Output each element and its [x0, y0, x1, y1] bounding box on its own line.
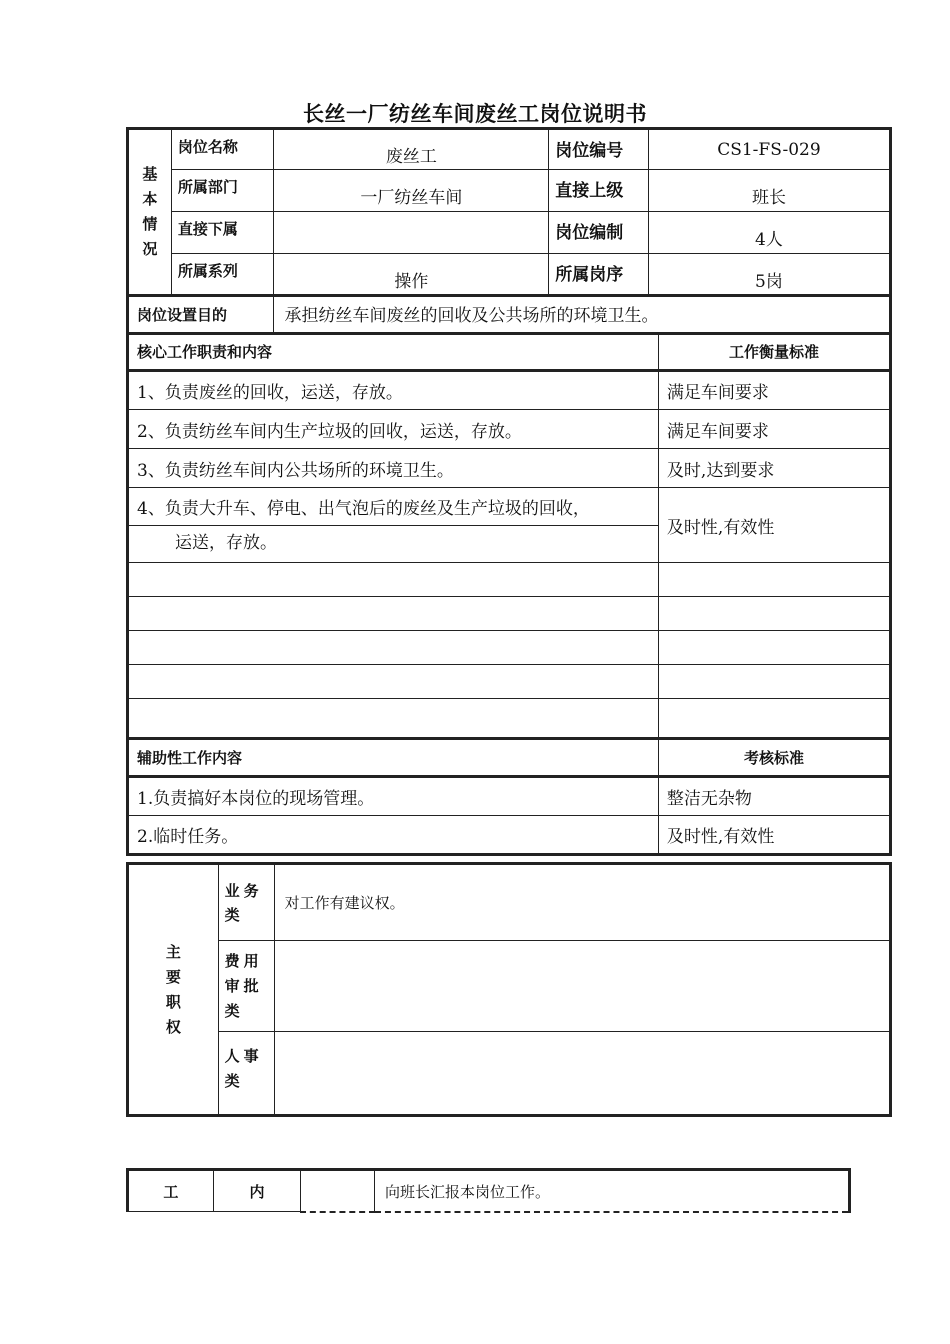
supervisor-value: 班长	[648, 170, 890, 212]
subordinate-value	[274, 212, 549, 254]
authority-hr-label: 人事类	[218, 1032, 274, 1116]
position-name-value: 废丝工	[274, 129, 549, 170]
series-value: 操作	[274, 254, 549, 296]
core-std-3: 及时,达到要求	[658, 449, 890, 488]
authority-expense-label: 费用审批类	[218, 941, 274, 1032]
authority-expense-text	[274, 941, 890, 1032]
position-code-value: CS1-FS-029	[648, 129, 890, 170]
headcount-label: 岗位编制	[549, 212, 649, 254]
core-header-right: 工作衡量标准	[658, 333, 890, 371]
empty-cell	[658, 665, 890, 699]
reporting-text: 向班长汇报本岗位工作。	[374, 1170, 849, 1212]
core-item-2: 2、负责纺丝车间内生产垃圾的回收，运送，存放。	[128, 410, 659, 449]
empty-row	[128, 665, 659, 699]
reporting-label-1: 工	[128, 1170, 214, 1212]
core-item-4-cont: 运送，存放。	[128, 526, 659, 563]
authority-section-label	[128, 864, 219, 1116]
supervisor-label: 直接上级	[549, 170, 649, 212]
empty-row	[128, 563, 659, 597]
subordinate-label: 直接下属	[171, 212, 274, 254]
authority-business-label: 业务类	[218, 864, 274, 941]
core-std-4: 及时性,有效性	[658, 488, 890, 563]
empty-row	[128, 597, 659, 631]
core-header-left: 核心工作职责和内容	[128, 333, 659, 371]
core-item-4: 4、负责大升车、停电、出气泡后的废丝及生产垃圾的回收，	[128, 488, 659, 526]
reporting-label-3	[301, 1170, 375, 1212]
core-std-1: 满足车间要求	[658, 371, 890, 410]
empty-cell	[658, 597, 890, 631]
core-item-3: 3、负责纺丝车间内公共场所的环境卫生。	[128, 449, 659, 488]
reporting-table	[126, 1168, 851, 1213]
purpose-label: 岗位设置目的	[128, 296, 274, 334]
basic-section-label	[128, 129, 172, 296]
empty-cell	[658, 631, 890, 665]
aux-std-1: 整洁无杂物	[658, 777, 890, 816]
purpose-text: 承担纺丝车间废丝的回收及公共场所的环境卫生。	[274, 296, 891, 334]
department-value: 一厂纺丝车间	[274, 170, 549, 212]
core-std-2: 满足车间要求	[658, 410, 890, 449]
aux-header-left: 辅助性工作内容	[128, 739, 659, 777]
rank-value: 5岗	[648, 254, 890, 296]
empty-row	[128, 699, 659, 739]
position-name-label: 岗位名称	[171, 129, 274, 170]
rank-label: 所属岗序	[549, 254, 649, 296]
authority-table	[126, 862, 892, 1117]
reporting-label-2: 内	[213, 1170, 301, 1212]
aux-item-1: 1.负责搞好本岗位的现场管理。	[128, 777, 659, 816]
series-label: 所属系列	[171, 254, 274, 296]
authority-hr-text	[274, 1032, 890, 1116]
aux-header-right: 考核标准	[658, 739, 890, 777]
aux-std-2: 及时性,有效性	[658, 816, 890, 855]
basic-section-label-text: 基本情况	[142, 165, 158, 258]
empty-cell	[658, 563, 890, 597]
page-title: 长丝一厂纺丝车间废丝工岗位说明书	[303, 102, 647, 126]
aux-item-2: 2.临时任务。	[128, 816, 659, 855]
authority-business-text: 对工作有建议权。	[274, 864, 890, 941]
duties-table	[126, 332, 892, 856]
position-code-label: 岗位编号	[549, 129, 649, 170]
empty-row	[128, 631, 659, 665]
core-item-1: 1、负责废丝的回收，运送，存放。	[128, 371, 659, 410]
headcount-value: 4人	[648, 212, 890, 254]
authority-section-label-text: 主要职权	[165, 942, 181, 1036]
department-label: 所属部门	[171, 170, 274, 212]
basic-info-table	[126, 127, 892, 335]
empty-cell	[658, 699, 890, 739]
